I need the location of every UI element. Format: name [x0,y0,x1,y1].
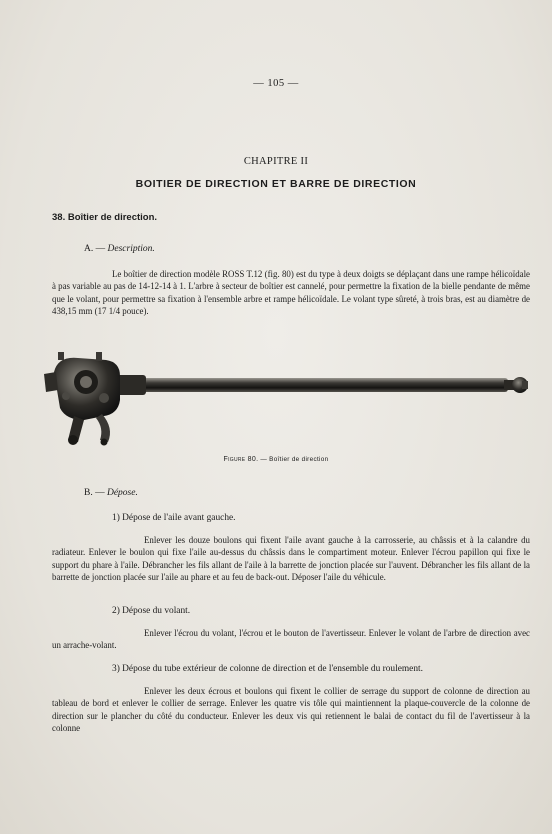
subsection-a-lead: A. — [84,244,108,254]
description-paragraph: Le boîtier de direction modèle ROSS T.12 (fig. 80) est du type à deux doigts se déplaçant dans une rampe hélicoïdale à pas variable au pas de 14-12-14 à 1. L'arbre à secteur de boîtier est cannelé, pour permettre la fixation de la bielle pendante de même que le volant, pour permettre sa fixation à l'ensemble arbre et rampe hélicoïdale. Le volant type sûreté, à trois bras, est au diamètre de 438,15 mm (17 1/4 pouce). [52,269,530,317]
step-1-text: Enlever les douze boulons qui fixent l'aile avant gauche à la carrosserie, au châssis et à la calandre du radiateur. Enlever le boulon qui fixe l'aile au-dessus du châssis dans le compartiment moteur. Enlever l'écrou papillon qui fixe le support du phare à l'aile. Débrancher les fils allant de l'aile à la barrette de jonction placée sur l'auvent. Débrancher les fils allant de la barrette de jonction placée sur l'aile au phare et au feu de back-out. Déposer l'aile du véhicule. [52,535,530,583]
figure-caption-text: — Boîtier de direction [258,456,329,463]
step-2-text: Enlever l'écrou du volant, l'écrou et le bouton de l'avertisseur. Enlever le volant de l'arbre de direction avec un arrache-volant. [52,628,530,651]
figure-caption [0,456,552,463]
page-number: — 105 — [253,78,299,89]
subsection-b-heading [84,488,138,498]
subsection-b-text: Dépose. [106,488,138,498]
steering-gear-image [44,350,530,450]
step-1-title: 1) Dépose de l'aile avant gauche. [112,513,236,523]
subsection-a-text: Description. [107,244,155,254]
step-3-text: Enlever les deux écrous et boulons qui fixent le collier de serrage du support de colonne de direction au tableau de bord et enlever le collier de serrage. Enlever les quatre vis tôle qui maintiennent la plaque-couvercle de la colonne de direction sur le plancher du côté du conducteur. Enlever les deux vis qui retiennent le balai de contact du fil de l'avertisseur à la colonne [52,686,530,734]
subsection-a-heading [84,244,155,254]
chapter-heading: CHAPITRE II [243,156,309,167]
page-title: BOITIER DE DIRECTION ET BARRE DE DIRECTION [135,178,417,190]
subsection-b-lead: B. — [84,488,107,498]
section-heading: 38. Boîtier de direction. [52,212,158,223]
figure-caption-label: Figure 80. [223,456,259,463]
step-3-title: 3) Dépose du tube extérieur de colonne de direction et de l'ensemble du roulement. [112,664,423,674]
step-2-title: 2) Dépose du volant. [112,606,191,616]
steering-gear-figure [44,350,530,450]
